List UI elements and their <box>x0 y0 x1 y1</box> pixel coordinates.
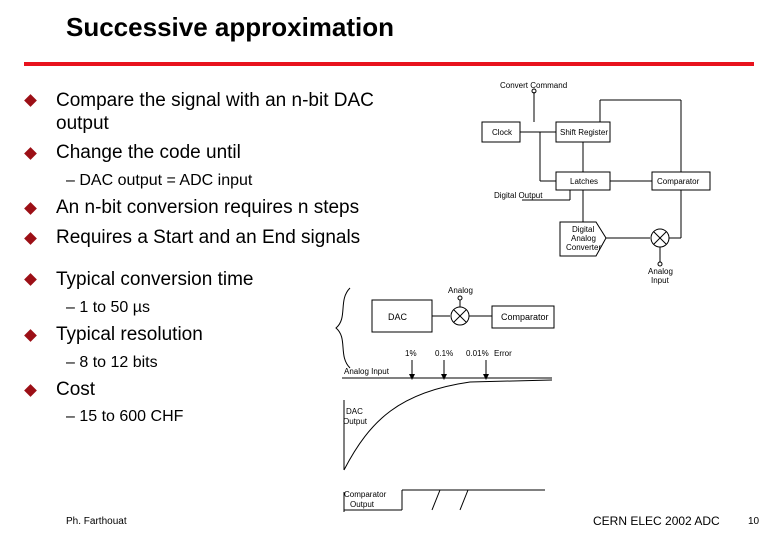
error-3-label: 0.01% <box>466 349 489 358</box>
bullet-marker <box>24 147 37 160</box>
clock-label: Clock <box>492 128 513 137</box>
sub-resolution: – 8 to 12 bits <box>66 354 158 371</box>
footer-course: CERN ELEC 2002 ADC <box>593 514 720 528</box>
bullet-marker <box>24 202 37 215</box>
error-word-label: Error <box>494 349 512 358</box>
digital-output-label: Digital Output <box>494 191 543 200</box>
analog-top-label: Analog <box>448 286 473 295</box>
analog-input-label-line1: Analog <box>648 267 673 276</box>
error-2-label: 0.1% <box>435 349 454 358</box>
analog-input-label-line2: Input <box>651 276 669 285</box>
error-1-label: 1% <box>405 349 417 358</box>
dac-output-label-line1: DAC <box>346 407 363 416</box>
dac-label-line1: Digital <box>572 225 595 234</box>
bullet-conversion-time: Typical conversion time <box>56 269 254 290</box>
bullet-resolution: Typical resolution <box>56 324 203 345</box>
bullet-marker <box>24 384 37 397</box>
bullet-start-end: Requires a Start and an End signals <box>56 227 361 248</box>
page-number: 10 <box>748 516 760 527</box>
slide-title: Successive approximation <box>66 12 395 42</box>
comparator-output-label-line1: Comparator <box>344 490 387 499</box>
bullet-marker <box>24 232 37 245</box>
comparator-box-label: Comparator <box>501 312 549 322</box>
comparator-output-label-line2: Output <box>350 500 375 509</box>
convert-command-label: Convert Command <box>500 81 568 90</box>
bullet-change-code: Change the code until <box>56 142 241 163</box>
analog-input-level-label: Analog Input <box>344 367 389 376</box>
comparator-label: Comparator <box>657 177 700 186</box>
bullet-marker <box>24 329 37 342</box>
sub-dac-output: – DAC output = ADC input <box>66 172 253 189</box>
bullet-marker <box>24 94 37 107</box>
bullet-marker <box>24 273 37 286</box>
bullet-compare-line1: Compare the signal with an n-bit DAC <box>56 90 374 111</box>
footer-author: Ph. Farthouat <box>66 516 127 527</box>
shift-register-label: Shift Register <box>560 128 609 137</box>
bullet-n-steps: An n-bit conversion requires n steps <box>56 197 360 218</box>
sub-conversion-time: – 1 to 50 µs <box>66 299 150 316</box>
title-underline <box>24 62 754 66</box>
dac-label-line2: Analog <box>571 234 596 243</box>
latches-label: Latches <box>570 177 599 186</box>
dac-label-line3: Converter <box>566 243 602 252</box>
bullet-cost: Cost <box>56 379 96 400</box>
dac-box-label: DAC <box>388 312 408 322</box>
sub-cost: – 15 to 600 CHF <box>66 408 184 425</box>
bullet-compare-line2: output <box>56 113 109 134</box>
dac-output-label-line2: Output <box>343 417 368 426</box>
